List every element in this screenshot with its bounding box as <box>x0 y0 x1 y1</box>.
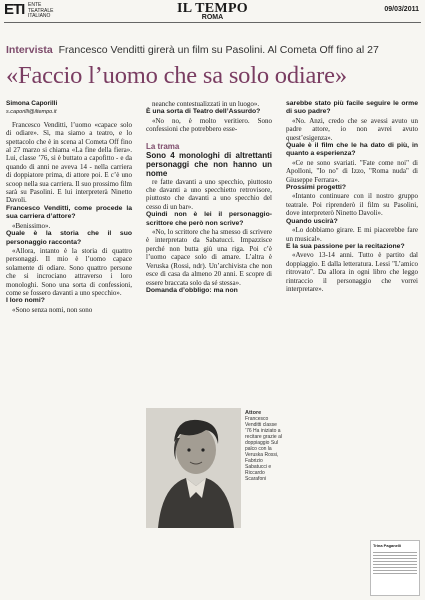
article-overtitle-line <box>6 44 421 56</box>
article-paragraph: Francesco Venditti, l’uomo «capace solo di odiare». Sì, ma siamo a teatro, e lo spettacolo che è in scena al Cometa Off fino al 27 marzo si chiama «La fine della fiera». Lui, classe ’76, si è buttato a capofitto - e da quando di anni ne aveva 14 - nella carriera di doppiatore prima, di attore poi. E c’è uno scoop nella sua carriera. Il suo prossimo film sarà su Pasolini. E lui interpreterà Ninetto Davoli. <box>6 120 132 205</box>
thumbnail-title: Trina Paganelli <box>373 543 402 548</box>
eti-subtitle-line: ITALIANO <box>28 13 51 19</box>
interview-question: I loro nomi? <box>6 297 45 305</box>
article-headline: «Faccio l’uomo che sa solo odiare» <box>6 62 347 89</box>
interview-question: Quale è il film che le ha dato di più, in quanto a esperienza? <box>286 142 418 158</box>
article-paragraph: re fatte davanti a uno specchio, piuttosto che davanti a uno specchietto retrovisore, piuttosto che davanti a uno specchio del cesso di un bar». <box>146 177 272 211</box>
interview-question: È una sorta di Teatro dell’Assurdo? <box>146 108 261 116</box>
article-paragraph: «Allora, intanto è la storia di quattro personaggi. Il mio è l’uomo capace solamente di odiare. Sono quattro persone che si incrociano attraverso i loro monologhi. Sono una sorta di confessioni, come se fossero davanti a uno specchio». <box>6 246 132 297</box>
photo-block <box>146 408 282 528</box>
subheading-title: Sono 4 monologhi di altrettanti personaggi che non hanno un nome <box>146 150 272 178</box>
article-paragraph: «Intanto continuare con il nostro gruppo teatrale. Poi riprenderò il film su Pasolini, dove interpreterò Ninetto Davoli». <box>286 192 418 218</box>
header-divider <box>4 22 421 23</box>
eti-logo: ETI <box>4 1 25 18</box>
newspaper-masthead: IL TEMPO <box>177 1 248 16</box>
publication-date: 09/03/2011 <box>384 6 419 13</box>
page-header <box>0 0 425 22</box>
interview-question: sarebbe stato più facile seguire le orme di suo padre? <box>286 100 418 116</box>
article-paragraph: «Ce ne sono svariati. "Fate come noi" di Apolloni, "Io no" di Izzo, "Roma nuda" di Giuseppe Ferrara». <box>286 158 418 184</box>
article-paragraph: «No. Anzi, credo che se avessi avuto un padre attore, io non avrei avuto quest’esigenza». <box>286 116 418 142</box>
interview-question: Quindi non è lei il personaggio-scrittore che però non scrive? <box>146 211 272 227</box>
eti-subtitle-line: TEATRALE <box>28 7 54 14</box>
column-3-body <box>286 100 418 293</box>
interview-question: Quale è la storia che il suo personaggio racconta? <box>6 230 132 246</box>
caption-text: Francesco Venditti classe ’76 Ha iniziato a recitare grazie al doppiaggio Sul palco con la Veruska Rossi, Fabrizio Sabatucci e Riccardo Scarafoni <box>245 416 282 482</box>
eti-subtitle-line: ENTE <box>28 2 42 8</box>
interview-question: Domanda d’obbligo: ma non <box>146 286 238 294</box>
column-2-body-top <box>146 100 272 134</box>
article-column-2 <box>146 100 272 295</box>
article-subheading <box>146 142 272 178</box>
interview-question: Francesco Venditti, come procede la sua carriera d’attore? <box>6 204 132 221</box>
interview-question: Prossimi progetti? <box>286 184 347 192</box>
author-email: s.caporilli@iltempo.it <box>6 109 57 116</box>
article-paragraph: «Benissimo». <box>12 221 51 230</box>
page-thumbnail <box>370 540 420 596</box>
caption-heading: Attore <box>245 410 262 416</box>
article-column-3 <box>286 100 418 293</box>
article-column-1 <box>6 100 132 314</box>
edition-label: ROMA <box>201 14 224 21</box>
article-paragraph: «No, lo scrittore che ha smesso di scrivere è interpretato da Sabatucci. Impazzisce perché non butta giù una riga. Poi c’è l’uomo capace solo di amare. L’altra è Veruska (Rossi, ndr). Un’archivista che non esce di casa da almeno 20 anni. E scopre di essere braccata solo da sé stessa». <box>146 228 272 287</box>
article-paragraph: «No no, è molto veritiero. Sono confessioni che potrebbero esse- <box>146 116 272 134</box>
interview-question: E la sua passione per la recitazione? <box>286 242 405 250</box>
author-byline: Simona Caporilli <box>6 100 58 107</box>
article-paragraph: «Lo dobbiamo girare. E mi piacerebbe fare un musical». <box>286 226 418 243</box>
column-2-body-bottom <box>146 178 272 296</box>
actor-photo <box>146 408 241 528</box>
article-paragraph: «Avevo 13-14 anni. Tutto è partito dal doppiaggio. E dalla letteratura. Lessi "L’amico ritrovato". Da allora in ogni libro che leggo rintraccio il personaggio che vorrei interpretare». <box>286 251 418 293</box>
article-paragraph: neanche contestualizzati in un luogo». <box>152 100 260 108</box>
actor-portrait-image <box>146 408 241 528</box>
article-kicker: Intervista <box>6 44 53 56</box>
subheading-kicker: La trama <box>146 141 180 151</box>
column-1-body <box>6 121 132 314</box>
article-paragraph: «Sono senza nomi, non sono <box>12 305 93 314</box>
photo-caption <box>245 410 283 482</box>
interview-question: Quando uscirà? <box>286 217 338 225</box>
thumbnail-text-lines <box>371 552 419 574</box>
article-overtitle: Francesco Venditti girerà un film su Pasolini. Al Cometa Off fino al 27 <box>58 44 379 56</box>
